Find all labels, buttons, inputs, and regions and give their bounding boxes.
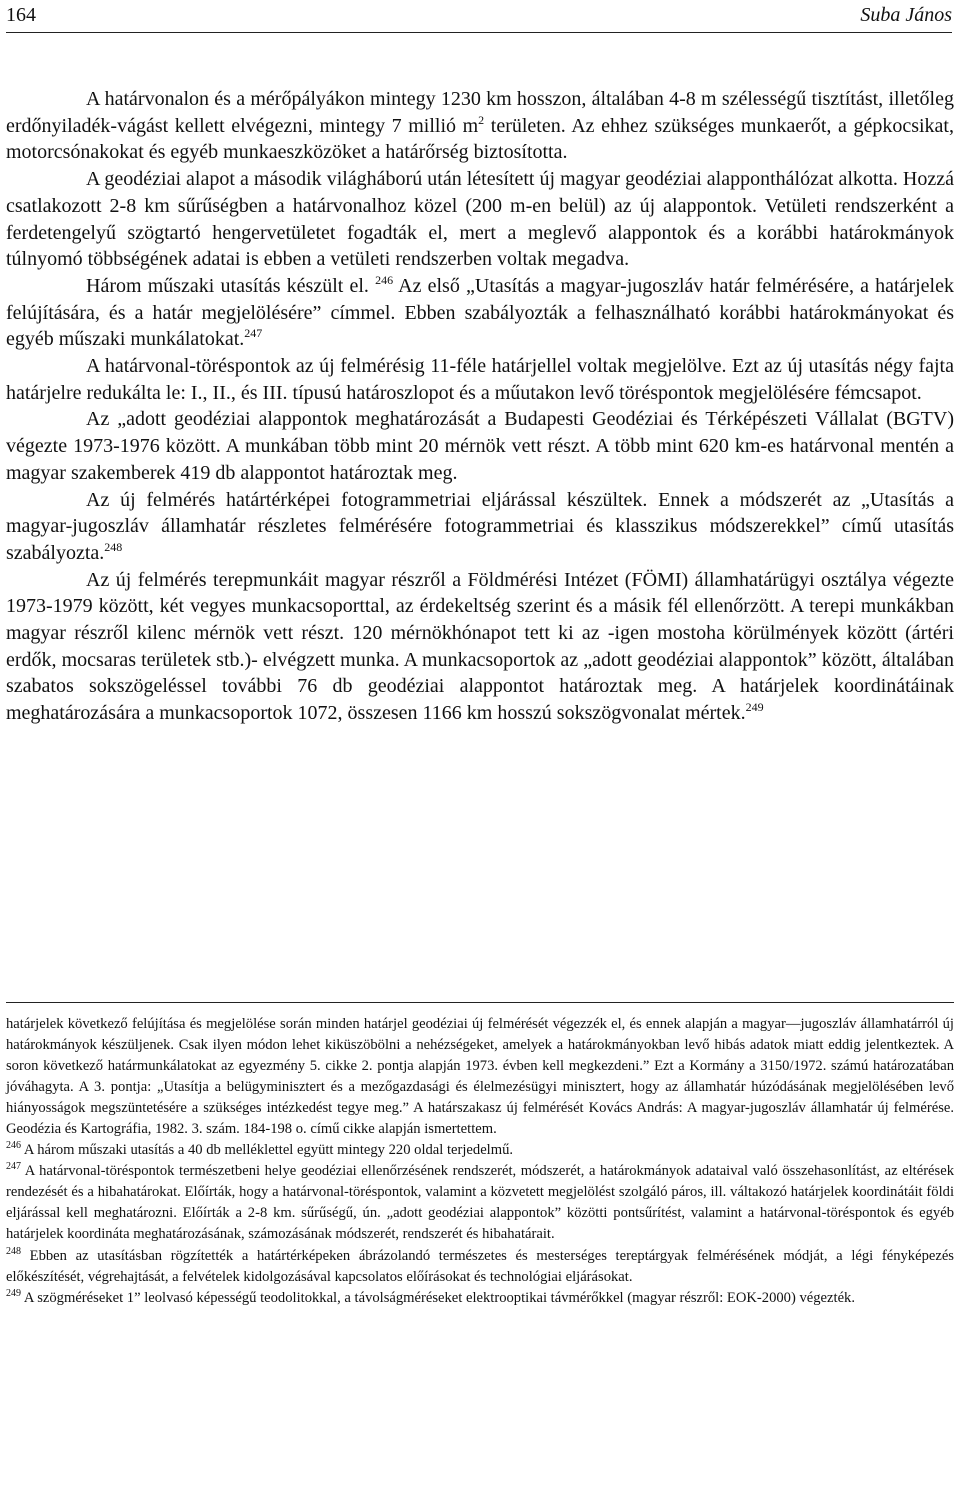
body-text: [6, 86, 954, 727]
paragraph-4: A határvonal-töréspontok az új felmérésig 11-féle határjellel voltak megjelölve. Ezt az új utasítás négy fajta határjelre redukálta le: I., II., és III. típusú határoszlopot és a műutakon levő töréspontok megjelölésére fémcsapot.: [6, 355, 954, 404]
page-number: 164: [6, 4, 36, 26]
footnote-246: $^{246}$ A három műszaki utasítás a 40 db melléklettel együtt mintegy 220 oldal terjedelmű.: [6, 1140, 514, 1159]
footnote-247: $^{247}$ A határvonal-töréspontok természetbeni helye geodéziai ellenőrzésének rendszerét, módszerét, a határokmányok adataival való összehasonlítást, az eltérések rendezését és a hibahatárokat. Előírták, hogy a határvonal-töréspontok, valamint a közvetett megjelölést szolgáló páros, ill. váltakozó határjelek koordinátáit földi eljárással kell meghatározni. Előírták a 2-8 km. sűrűségű, ún. „adott geodéziai alappontok” közötti pontsűrítést, valamint a határvonal-töréspontok és egyéb határjelek koordináta meghatározásának, számozásának módszerét, rendszerét és hibahatárait.: [6, 1161, 954, 1243]
footnotes: [6, 1014, 954, 1309]
page-header: [6, 2, 952, 33]
paragraph-1: A határvonalon és a mérőpályákon mintegy 1230 km hosszon, általában 4-8 m szélességű tisztítást, illetőleg erdőnyiladék-vágást kellett elvégezni, mintegy 7 millió $m^2$ területen. Az ehhez szükséges munkaerőt, a gépkocsikat, motorcsónakokat és egyéb munkaeszközöket a határőrség biztosította.: [6, 88, 954, 164]
superscript-2: 2: [478, 112, 485, 127]
footnote-continued: határjelek következő felújítása és megjelölése során minden határjel geodéziai új felmérését végezzék el, és ennek alapján a magyar—jugoszláv államhatárról új határokmányok készüljenek. Csak ilyen módon lehet kiküszöbölni a nehézségeket, amelyek a határokmányokban levő hibás adatok miatt eddig jelentkeztek. A soron következő határmunkálatokat az egyezmény 5. cikke 2. pontja alapján 1973. évben kell megkezdeni.” Ezt a Kormány a 3150/1972. számú határozatában jóváhagyta. A 3. pontja: „Utasítja a belügyminisztert és a mezőgazdasági és élelmezésügyi minisztert, hogy az államhatár húzódásának megjelölésében levő hiányosságok megszüntetésére a szükséges intézkedést tegye meg.” A határszakasz új felmérését Kovács András: A magyar-jugoszláv államhatár új felmérése. Geodézia és Kartográfia, 1982. 3. szám. 184-198 o. című cikke alapján ismertettem.: [6, 1016, 954, 1138]
paragraph-6: Az új felmérés határtérképei fotogrammetriai eljárással készültek. Ennek a módszerét az „Utasítás a magyar-jugoszláv államhatár részletes felmérésére fotogrammetriai és klasszikus módszerekkel” című utasítás szabályozta.$^{248}$: [6, 488, 954, 564]
footnote-248: $^{248}$ Ebben az utasításban rögzítették a határtérképeken ábrázolandó természetes és mesterséges tereptárgyak felmérésének módját, a légi fényképezés előkészítését, végrehajtását, a felvételek kidolgozásával kapcsolatos előírásokat és technológiai eljárásokat.: [6, 1245, 954, 1285]
footnote-ref-247[interactable]: 247: [244, 326, 263, 341]
footnote-separator: [6, 1002, 954, 1003]
footnote-ref-246[interactable]: 246: [375, 272, 394, 287]
footnote-ref-248[interactable]: 248: [104, 539, 123, 554]
paragraph-7: Az új felmérés terepmunkáit magyar részről a Földmérési Intézet (FÖMI) államhatárügyi osztálya végezte 1973-1979 között, két vegyes munkacsoporttal, az érdekeltség szerint és a másik fél ellenőrzött. A terepi munkákban magyar részről kilenc mérnök vett részt. 120 mérnökhónapot tett ki az -igen mostoha körülmények között (ártéri erdők, mocsaras területek stb.)- elvégzett munka. A munkacsoportok az „adott geodéziai alappontok” között, általában szabatos sokszögeléssel további 76 db geodéziai alappontot határoztak meg. A határjelek koordinátáinak meghatározására a munkacsoportok 1072, összesen 1166 km hosszú sokszögvonalat mértek.$^{249}$: [6, 568, 954, 725]
paragraph-2: A geodéziai alapot a második világháború után létesített új magyar geodéziai alapponthálózat alkotta. Hozzá csatlakozott 2-8 km sűrűségben a határvonalhoz közel (200 m-en belül) az új alappontok. Vetületi rendszerként a ferdetengelyű szögtartó hengervetületet fogadták el, mert a meglevő alappontok és a korábbi határokmányok túlnyomó többségének adatai is ebben a vetületi rendszerben voltak megadva.: [6, 168, 954, 271]
footnote-249: $^{249}$ A szögméréseket 1” leolvasó képességű teodolitokkal, a távolságméréseket elektrooptikai távmérőkkel (magyar részről: EOK-2000) végezték.: [6, 1287, 855, 1306]
paragraph-5: Az „adott geodéziai alappontok meghatározását a Budapesti Geodéziai és Térképészeti Vállalat (BGTV) végezte 1973-1976 között. A munkában több mint 20 mérnök vett részt. A több mint 620 km-es határvonal mentén a magyar szakemberek 419 db alappontot határoztak meg.: [6, 408, 954, 484]
footnote-ref-249[interactable]: 249: [745, 700, 764, 715]
running-head-author: Suba János: [860, 4, 952, 26]
paragraph-3: Három műszaki utasítás készült el. $^{246}$ Az első „Utasítás a magyar-jugoszláv határ felmérésére, a határjelek felújítására, és a határ megjelölésére” címmel. Ebben szabályozták a felhasználható korábbi határokmányokat és egyéb műszaki munkálatokat.$^{247}$: [6, 272, 954, 351]
